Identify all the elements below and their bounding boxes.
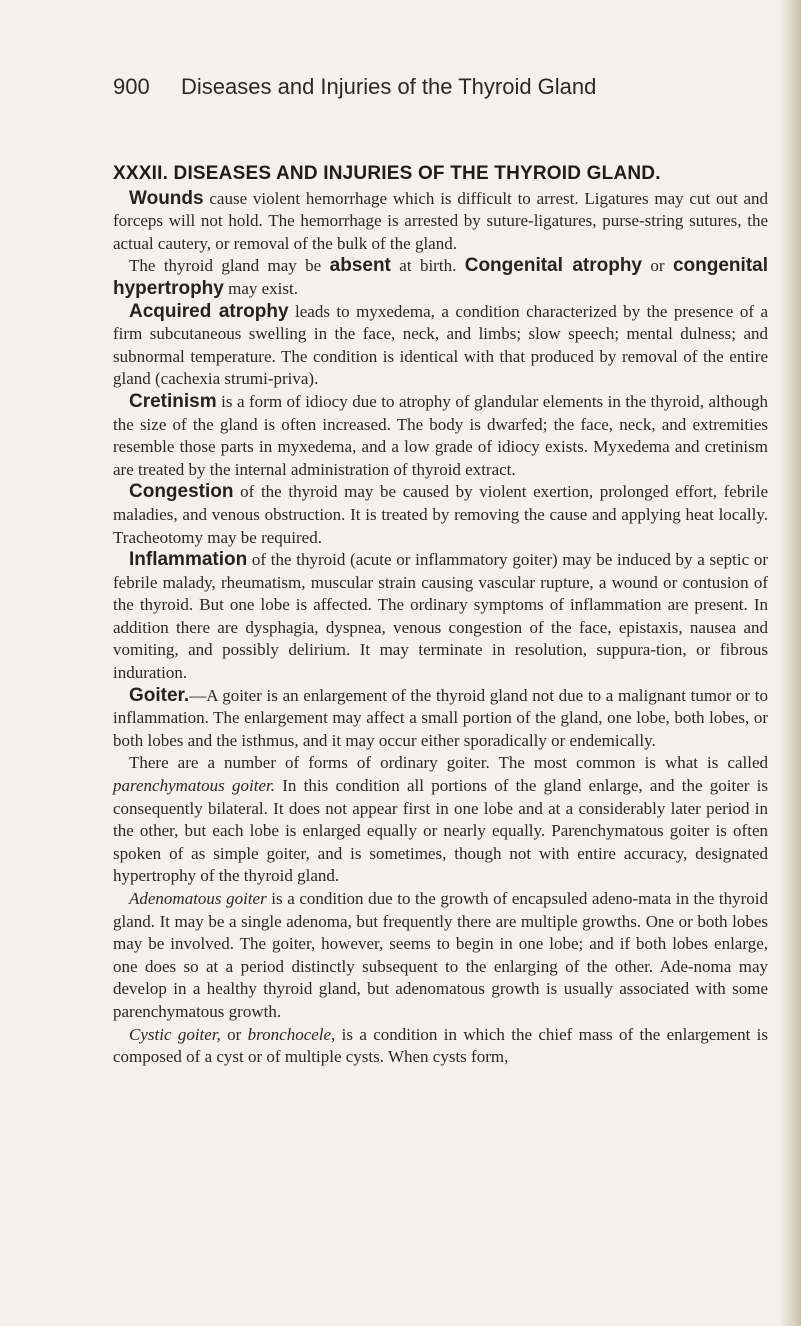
term-parenchymatous-goiter: parenchymatous goiter. [113,776,275,796]
paragraph-text: or [220,1024,248,1044]
paragraph-text: at birth. [390,256,465,276]
keyword-congestion: Congestion [129,481,234,503]
paragraph-text: is a form of idiocy due to atrophy of glandular elements in the thyroid, although the size of the gland is often increased. The body is dwarfed; the face, neck, and extremities resemble those parts in myxedema, and a low grade of idiocy exists. Myxedema and cretinism are treated by the internal administration of thyroid extract. [113,391,768,479]
page-gutter-shadow [779,0,801,1326]
paragraph-congestion [113,481,768,549]
paragraph-forms-of-goiter [113,752,768,888]
paragraph-cystic-goiter [113,1024,768,1069]
term-cystic-goiter: Cystic goiter, [129,1024,221,1044]
keyword-absent: absent [329,255,391,277]
paragraph-wounds [113,188,768,256]
paragraph-text: In this condition all portions of the gland enlarge, and the goiter is consequently bilateral. It does not appear first in one lobe and at a considerably later period in the other, but each lobe is enlarged equally or nearly equally. Parenchymatous goiter is often spoken of as simple goiter, and is sometimes, though not with entire accuracy, designated hypertrophy of the thyroid gland. [113,776,768,886]
keyword-cretinism: Cretinism [129,390,217,412]
paragraph-text: leads to myxedema, a condition characterized by the presence of a firm subcutaneous swelling in the face, neck, and limbs; slow speech; mental dulness; and subnormal temperature. The condition is identical with that produced by removal of the entire gland (cachexia strumi-priva). [113,301,768,389]
paragraph-absent [113,255,768,300]
paragraph-text: of the thyroid (acute or inflammatory goiter) may be induced by a septic or febrile malady, rheumatism, muscular strain causing vascular rupture, a wound or contusion of the thyroid. But one lobe is affected. The ordinary symptoms of inflammation are present. In addition there are dysphagia, dyspnea, venous congestion of the face, epistaxis, nausea and vomiting, and possibly delirium. It may terminate in resolution, suppura-tion, or fibrous induration. [113,550,768,683]
term-bronchocele: bronchocele, [247,1024,336,1044]
paragraph-text: —A goiter is an enlargement of the thyroid gland not due to a malignant tumor or to inflammation. The enlargement may affect a small portion of the gland, one lobe, both lobes, or both lobes and the isthmus, and it may occur either sporadically or endemically. [113,685,768,750]
keyword-congenital-hypertrophy: congenital hypertrophy [113,255,768,299]
keyword-goiter: Goiter. [129,684,190,706]
keyword-acquired-atrophy: Acquired atrophy [129,300,289,322]
chapter-title: XXXII. DISEASES AND INJURIES OF THE THYROID GLAND. [113,163,661,184]
paragraph-text: is a condition due to the growth of encapsuled adeno-mata in the thyroid gland. It may be a single adenoma, but frequently there are multiple growths. One or both lobes may be involved. The goiter, however, seems to begin in one lobe; and if both lobes enlarge, one does so at a period distinctly subsequent to the enlarging of the other. Ade-noma may develop in a healthy thyroid gland, but adenomatous growth is usually associated with some parenchymatous growth. [113,889,769,1021]
paragraph-adenomatous-goiter [113,888,768,1024]
keyword-wounds: Wounds [129,187,204,209]
paragraph-text: or [642,256,673,276]
running-title: Diseases and Injuries of the Thyroid Gland [181,74,597,99]
paragraph-text: may exist. [223,278,298,298]
paragraph-text: of the thyroid may be caused by violent exertion, prolonged effort, febrile maladies, and venous obstruction. It is treated by removing the cause and applying heat locally. Tracheotomy may be required. [113,482,768,547]
paragraph-text: There are a number of forms of ordinary goiter. The most common is what is called [129,753,768,773]
page-number: 900 [113,74,150,99]
paragraph-inflammation [113,549,768,685]
term-adenomatous-goiter: Adenomatous goiter [129,889,267,908]
body-text [113,163,768,1069]
paragraph-text: cause violent hemorrhage which is difficult to arrest. Ligatures may cut out and forceps will not hold. The hemorrhage is arrested by suture-ligatures, purse-string sutures, the actual cautery, or removal of the bulk of the gland. [113,188,768,253]
paragraph-goiter [113,685,768,753]
paragraph-text: is a condition in which the chief mass of the enlargement is composed of a cyst or of multiple cysts. When cysts form, [113,1024,768,1067]
keyword-congenital-atrophy: Congenital atrophy [464,255,643,277]
paragraph-text: The thyroid gland may be [129,256,330,276]
running-head [113,74,773,100]
keyword-inflammation: Inflammation [129,549,248,571]
paragraph-acquired-atrophy [113,301,768,391]
paragraph-cretinism [113,391,768,481]
